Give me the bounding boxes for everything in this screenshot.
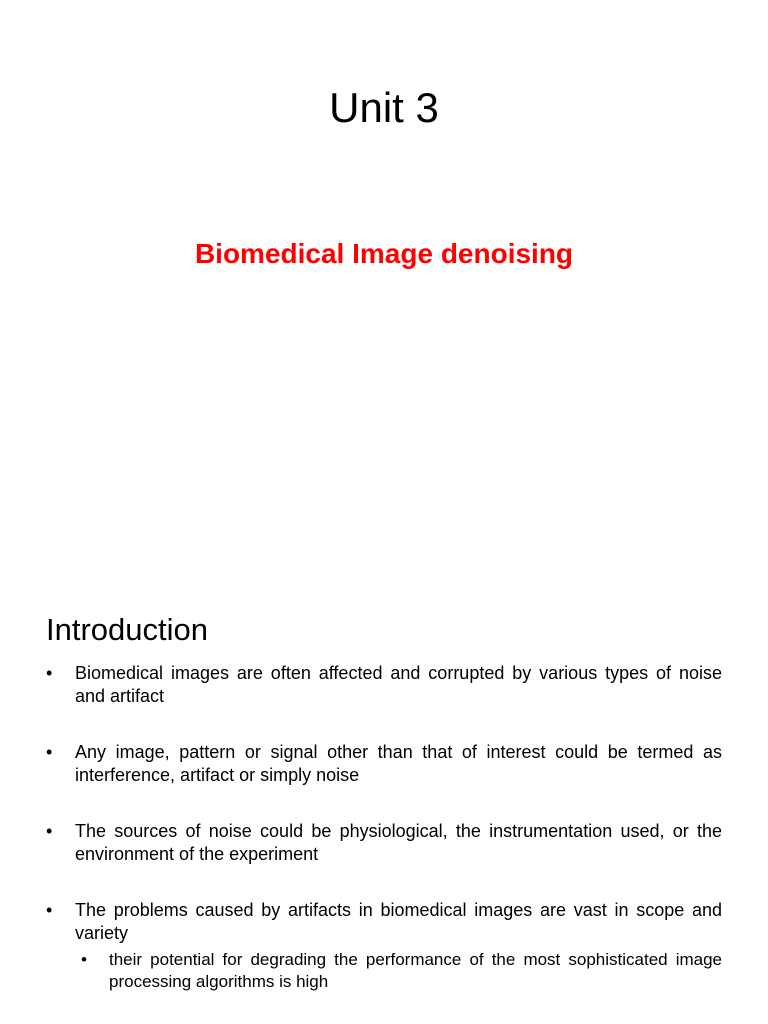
section-title: Introduction: [46, 612, 208, 647]
bullet-item: [46, 741, 722, 787]
bullet-item: [46, 662, 722, 708]
bullet-item: [46, 899, 722, 993]
sub-bullet-item: [75, 949, 722, 993]
bullet-text: Biomedical images are often affected and corrupted by various types of noise and artifact: [75, 663, 722, 706]
bullet-text: Any image, pattern or signal other than that of interest could be termed as interference, artifact or simply noise: [75, 742, 722, 785]
bullet-text: The sources of noise could be physiological, the instrumentation used, or the environment of the experiment: [75, 821, 722, 864]
bullet-list: [46, 662, 722, 993]
slide-subtitle: Biomedical Image denoising: [194, 238, 574, 269]
sub-bullet-text: their potential for degrading the performance of the most sophisticated image processing algorithms is high: [109, 950, 722, 991]
bullet-text: The problems caused by artifacts in biomedical images are vast in scope and variety: [75, 900, 722, 943]
introduction-slide: [0, 512, 768, 1024]
bullet-item: [46, 820, 722, 866]
slide-title: Unit 3: [329, 84, 439, 131]
sub-bullet-list: [75, 949, 722, 993]
